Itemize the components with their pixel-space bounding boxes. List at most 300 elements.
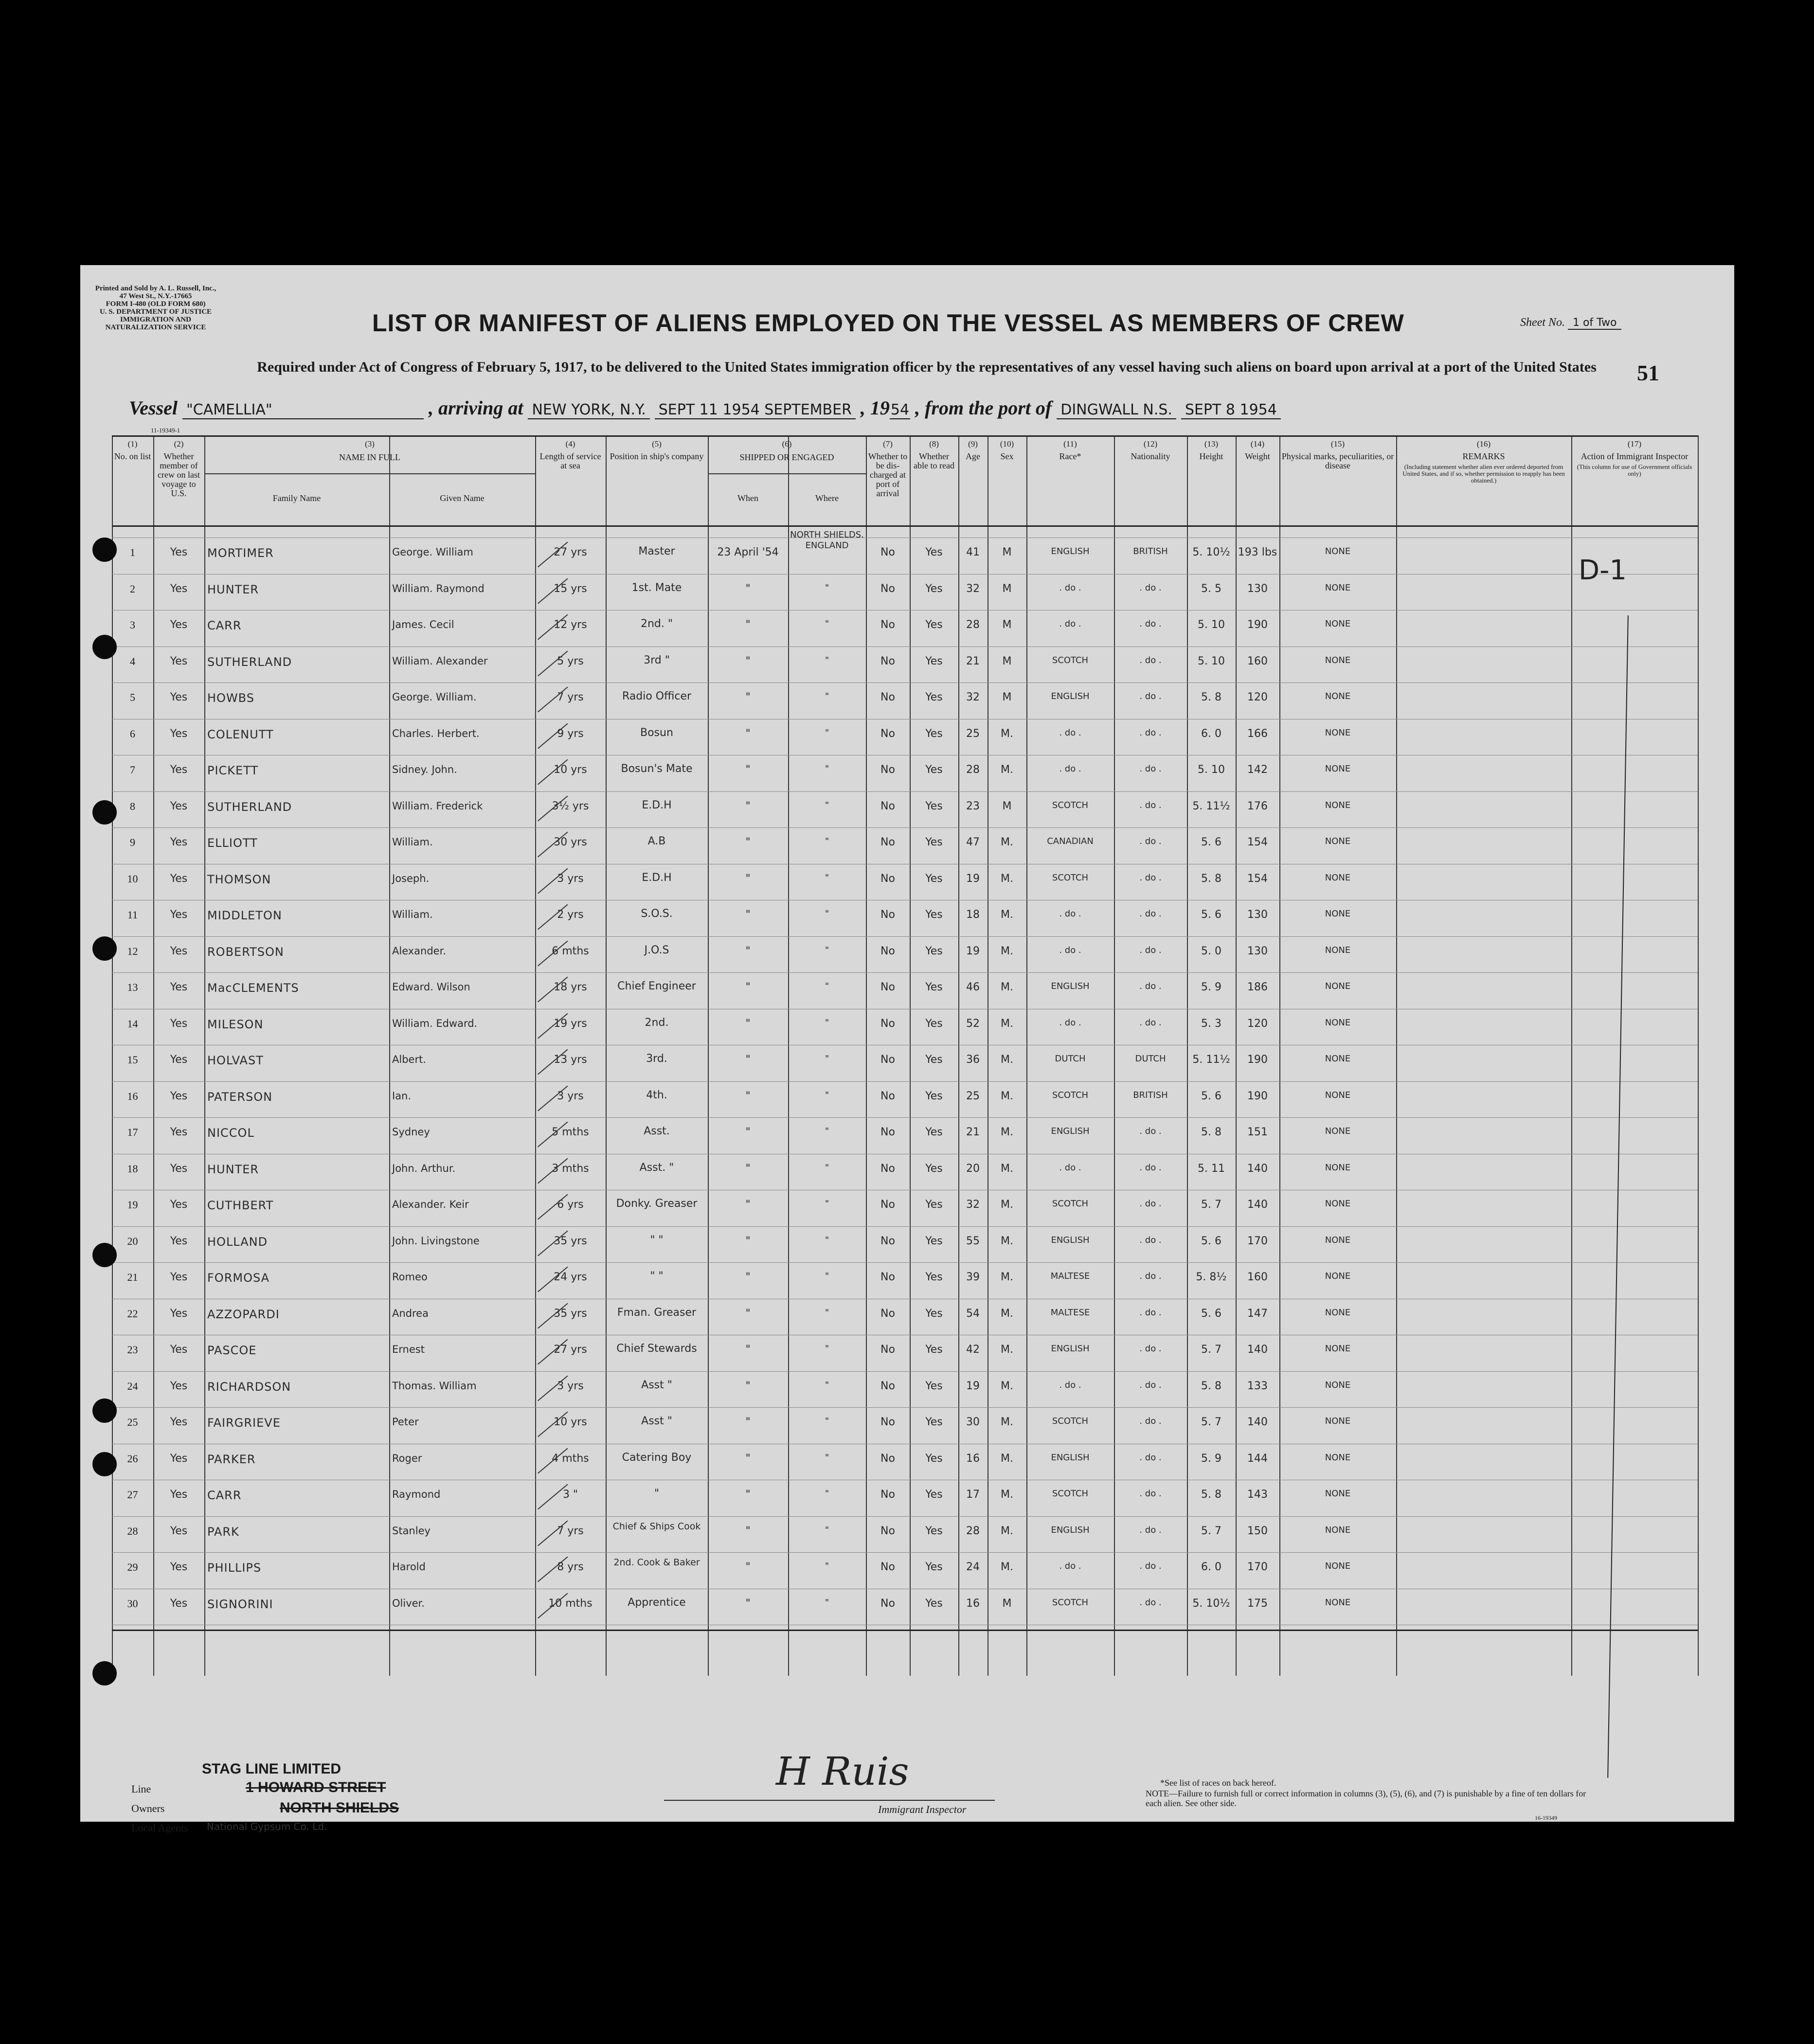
cell-family: PARK <box>207 1524 239 1539</box>
cell-where: " <box>825 1271 829 1281</box>
cell-where: " <box>825 1524 829 1535</box>
cell-where: " <box>825 655 829 665</box>
cell-read: Yes <box>925 836 943 848</box>
column-header: Position in ship's company <box>610 451 704 461</box>
cell-sex: M <box>1002 546 1012 558</box>
cell-where: " <box>825 1054 829 1064</box>
cell-weight: 193 lbs <box>1238 546 1277 558</box>
cell-service: 4 mths <box>552 1452 589 1465</box>
row-number: 19 <box>127 1199 138 1211</box>
column-number: (16) <box>1476 439 1491 448</box>
cell-weight: 154 <box>1247 836 1268 848</box>
column-rule <box>1698 435 1699 1676</box>
cell-prev: Yes <box>170 872 188 885</box>
cell-age: 19 <box>966 872 980 885</box>
cell-when: " <box>745 1271 751 1283</box>
cell-given: Charles. Herbert. <box>392 727 480 739</box>
cell-prev: Yes <box>170 764 188 776</box>
cell-given: James. Cecil <box>392 619 454 630</box>
cell-race: . do . <box>1059 582 1081 593</box>
cell-marks: NONE <box>1325 909 1351 919</box>
cell-when: " <box>745 836 751 848</box>
arrival-date: SEPT 11 1954 SEPTEMBER <box>655 401 856 419</box>
column-header: Nationality <box>1131 451 1170 461</box>
cell-nationality: . do . <box>1139 1488 1162 1499</box>
cell-where: " <box>825 1235 829 1245</box>
cell-marks: NONE <box>1325 981 1351 991</box>
cell-sex: M. <box>1001 1090 1013 1102</box>
cell-nationality: . do . <box>1139 655 1162 665</box>
manifest-sheet <box>80 265 1734 1834</box>
column-number: (5) <box>652 439 662 448</box>
column-header: Physical marks, peculiarities, or disease <box>1281 451 1394 470</box>
cell-read: Yes <box>925 1090 943 1102</box>
cell-read: Yes <box>925 691 943 703</box>
cell-when: 23 April '54 <box>717 546 779 558</box>
cell-prev: Yes <box>170 981 188 993</box>
cell-discharged: No <box>880 1199 895 1211</box>
cell-discharged: No <box>880 1524 895 1537</box>
cell-age: 39 <box>966 1271 980 1283</box>
row-number: 28 <box>127 1524 138 1537</box>
cell-sex: M <box>1002 655 1012 667</box>
cell-service: 10 yrs <box>554 764 587 776</box>
cell-when: " <box>745 1561 751 1573</box>
cell-position: 1st. Mate <box>631 581 682 594</box>
cell-discharged: No <box>880 655 895 667</box>
cell-age: 55 <box>966 1235 980 1247</box>
cell-service: 27 yrs <box>554 1344 587 1356</box>
cell-where: " <box>825 764 829 774</box>
cell-service: 3 yrs <box>557 872 584 885</box>
cell-service: 10 yrs <box>554 1416 587 1428</box>
cell-race: . do . <box>1059 1380 1081 1390</box>
cell-service: 35 yrs <box>554 1235 587 1247</box>
cell-marks: NONE <box>1325 800 1351 810</box>
cell-nationality: . do . <box>1139 1199 1162 1209</box>
cell-race: SCOTCH <box>1052 1488 1089 1499</box>
cell-service: 5 mths <box>552 1126 589 1138</box>
cell-marks: NONE <box>1325 1561 1351 1571</box>
row-number: 15 <box>127 1054 138 1066</box>
punch-hole <box>92 538 117 562</box>
column-number: (9) <box>968 439 978 448</box>
cell-weight: 190 <box>1247 1054 1268 1066</box>
cell-race: SCOTCH <box>1052 800 1089 810</box>
cell-service: 10 mths <box>548 1597 593 1610</box>
cell-position: Chief Stewards <box>616 1343 697 1355</box>
cell-weight: 154 <box>1247 872 1268 885</box>
cell-where: NORTH SHIELDS. ENGLAND <box>790 530 864 551</box>
cell-prev: Yes <box>170 836 188 848</box>
cell-height: 5. 10½ <box>1192 1597 1230 1610</box>
cell-family: COLENUTT <box>207 727 274 741</box>
column-header: Weight <box>1245 451 1270 461</box>
column-subheader: When <box>737 493 758 503</box>
cell-nationality: . do . <box>1139 1524 1162 1535</box>
cell-nationality: DUTCH <box>1135 1054 1166 1064</box>
cell-nationality: . do . <box>1139 1561 1162 1571</box>
cell-discharged: No <box>880 800 895 812</box>
cell-prev: Yes <box>170 1307 188 1320</box>
cell-race: ENGLISH <box>1051 1126 1090 1136</box>
cell-nationality: . do . <box>1139 1307 1162 1318</box>
cell-service: 6 mths <box>552 945 589 957</box>
row-number: 13 <box>127 981 138 993</box>
cell-when: " <box>745 1488 751 1501</box>
cell-where: " <box>825 836 829 846</box>
cell-family: PARKER <box>207 1452 256 1466</box>
column-number: (15) <box>1330 439 1345 448</box>
cell-sex: M. <box>1001 909 1013 921</box>
cell-read: Yes <box>925 1199 943 1211</box>
row-number: 29 <box>127 1561 138 1573</box>
cell-marks: NONE <box>1325 1017 1351 1028</box>
cell-nationality: . do . <box>1139 1126 1162 1136</box>
cell-family: NICCOL <box>207 1126 254 1140</box>
cell-service: 8 yrs <box>557 1561 584 1573</box>
arriving-label: , arriving at <box>429 397 523 419</box>
cell-service: 27 yrs <box>554 546 587 558</box>
cell-given: Raymond <box>392 1488 441 1500</box>
cell-nationality: . do . <box>1139 800 1162 810</box>
cell-when: " <box>745 945 751 957</box>
cell-age: 21 <box>966 655 980 667</box>
cell-given: William. Raymond <box>392 582 485 594</box>
cell-height: 5. 8 <box>1201 1488 1221 1501</box>
cell-when: " <box>745 1597 751 1610</box>
cell-position: Catering Boy <box>622 1451 692 1464</box>
column-header: NAME IN FULL <box>339 452 400 462</box>
cell-family: HUNTER <box>207 582 259 596</box>
cell-discharged: No <box>880 1090 895 1102</box>
cell-read: Yes <box>925 1416 943 1428</box>
cell-weight: 170 <box>1247 1561 1268 1573</box>
cell-family: SIGNORINI <box>207 1597 273 1611</box>
cell-weight: 190 <box>1247 619 1268 631</box>
cell-when: " <box>745 1126 751 1138</box>
row-number: 23 <box>127 1344 138 1356</box>
cell-marks: NONE <box>1325 836 1351 846</box>
cell-sex: M. <box>1001 764 1013 776</box>
cell-nationality: . do . <box>1139 1235 1162 1245</box>
cell-given: Harold <box>392 1561 426 1573</box>
cell-read: Yes <box>925 1488 943 1501</box>
column-number: (1) <box>127 439 138 448</box>
inspector-action: D-1 <box>1579 555 1627 586</box>
cell-weight: 140 <box>1247 1416 1268 1428</box>
cell-where: " <box>825 582 829 593</box>
cell-sex: M. <box>1001 1452 1013 1465</box>
cell-race: SCOTCH <box>1052 655 1089 665</box>
cell-discharged: No <box>880 546 895 558</box>
cell-discharged: No <box>880 1162 895 1175</box>
page-title: LIST OR MANIFEST OF ALIENS EMPLOYED ON THE VESSEL AS MEMBERS OF CREW <box>372 309 1404 337</box>
cell-nationality: . do . <box>1139 1344 1162 1354</box>
cell-weight: 170 <box>1247 1235 1268 1247</box>
cell-where: " <box>825 909 829 919</box>
cell-service: 13 yrs <box>554 1054 587 1066</box>
cell-position: 3rd. <box>646 1053 667 1065</box>
cell-age: 52 <box>966 1017 980 1030</box>
cell-age: 19 <box>966 945 980 957</box>
cell-marks: NONE <box>1325 1452 1351 1463</box>
header-rule <box>112 525 1698 527</box>
cell-sex: M. <box>1001 1561 1013 1573</box>
cell-family: SUTHERLAND <box>207 800 292 814</box>
cell-given: William. <box>392 836 433 848</box>
cell-race: MALTESE <box>1050 1271 1090 1281</box>
cell-where: " <box>825 1162 829 1173</box>
cell-position: Chief Engineer <box>617 980 696 992</box>
cell-height: 5. 6 <box>1201 909 1221 921</box>
row-number: 6 <box>130 727 135 740</box>
cell-weight: 147 <box>1247 1307 1268 1320</box>
cell-prev: Yes <box>170 1235 188 1247</box>
cell-given: Albert. <box>392 1054 426 1065</box>
sheet-value: 1 of Two <box>1568 317 1621 330</box>
cell-age: 23 <box>966 800 980 812</box>
cell-service: 15 yrs <box>554 582 587 595</box>
cell-height: 5. 5 <box>1201 582 1221 595</box>
cell-read: Yes <box>925 1017 943 1030</box>
cell-where: " <box>825 1344 829 1354</box>
cell-height: 5. 7 <box>1201 1416 1221 1428</box>
cell-prev: Yes <box>170 1271 188 1283</box>
printer-block <box>95 285 216 331</box>
column-header: Race* <box>1059 451 1081 461</box>
cell-age: 28 <box>966 619 980 631</box>
company-city: NORTH SHIELDS <box>280 1800 399 1816</box>
cell-sex: M <box>1002 691 1012 703</box>
cell-service: 30 yrs <box>554 836 587 848</box>
cell-weight: 144 <box>1247 1452 1268 1465</box>
row-number: 1 <box>130 546 135 558</box>
row-number: 26 <box>127 1452 138 1465</box>
cell-prev: Yes <box>170 1162 188 1175</box>
row-number: 21 <box>127 1271 138 1283</box>
cell-given: Edward. Wilson <box>392 981 470 993</box>
cell-when: " <box>745 655 751 667</box>
cell-discharged: No <box>880 1488 895 1501</box>
arriving-port: NEW YORK, N.Y. <box>528 401 649 419</box>
cell-height: 5. 11½ <box>1192 1054 1230 1066</box>
cell-height: 5. 9 <box>1201 1452 1221 1465</box>
cell-where: " <box>825 872 829 883</box>
cell-where: " <box>825 1126 829 1136</box>
cell-sex: M. <box>1001 1344 1013 1356</box>
cell-sex: M <box>1002 1597 1012 1610</box>
cell-family: ROBERTSON <box>207 945 284 959</box>
cell-height: 5. 6 <box>1201 836 1221 848</box>
from-label: , from the port of <box>915 397 1052 419</box>
cell-service: 19 yrs <box>554 1017 587 1030</box>
row-number: 8 <box>130 800 135 812</box>
cell-nationality: BRITISH <box>1133 546 1168 556</box>
cell-weight: 143 <box>1247 1488 1268 1501</box>
cell-marks: NONE <box>1325 1416 1351 1426</box>
agents-label: Local Agents <box>131 1822 188 1834</box>
cell-age: 25 <box>966 1090 980 1102</box>
cell-where: " <box>825 1416 829 1426</box>
cell-nationality: . do . <box>1139 1452 1162 1463</box>
cell-height: 5. 10 <box>1198 619 1225 631</box>
cell-where: " <box>825 1307 829 1318</box>
cell-weight: 140 <box>1247 1162 1268 1175</box>
cell-given: Alexander. <box>392 945 446 957</box>
cell-sex: M. <box>1001 872 1013 885</box>
cell-age: 41 <box>966 546 980 558</box>
cell-position: Apprentice <box>628 1596 686 1609</box>
cell-weight: 150 <box>1247 1524 1268 1537</box>
cell-race: SCOTCH <box>1052 1416 1089 1426</box>
cell-race: MALTESE <box>1050 1307 1090 1318</box>
cell-marks: NONE <box>1325 764 1351 774</box>
cell-marks: NONE <box>1325 619 1351 629</box>
cell-height: 5. 3 <box>1201 1017 1221 1030</box>
cell-when: " <box>745 1307 751 1320</box>
cell-family: SUTHERLAND <box>207 655 292 669</box>
row-number: 11 <box>127 909 138 921</box>
cell-when: " <box>745 1416 751 1428</box>
cell-where: " <box>825 1090 829 1100</box>
cell-position: Master <box>638 545 675 557</box>
cell-nationality: . do . <box>1139 1271 1162 1281</box>
vessel-line <box>129 396 1281 419</box>
cell-discharged: No <box>880 872 895 885</box>
cell-when: " <box>745 981 751 993</box>
cell-weight: 140 <box>1247 1199 1268 1211</box>
cell-race: ENGLISH <box>1051 1524 1090 1535</box>
cell-age: 32 <box>966 691 980 703</box>
cell-age: 16 <box>966 1452 980 1465</box>
cell-discharged: No <box>880 1344 895 1356</box>
cell-age: 47 <box>966 836 980 848</box>
cell-sex: M. <box>1001 1271 1013 1283</box>
cell-given: Sydney <box>392 1126 430 1138</box>
cell-when: " <box>745 1344 751 1356</box>
cell-where: " <box>825 1380 829 1390</box>
cell-prev: Yes <box>170 909 188 921</box>
sheet-label: Sheet No. <box>1520 316 1565 329</box>
cell-given: Ian. <box>392 1090 412 1102</box>
cell-marks: NONE <box>1325 546 1351 556</box>
column-header: Length of service at sea <box>539 451 601 470</box>
cell-given: Andrea <box>392 1307 429 1319</box>
column-number: (4) <box>565 439 575 448</box>
cell-read: Yes <box>925 1307 943 1320</box>
cell-family: AZZOPARDI <box>207 1307 280 1321</box>
cell-read: Yes <box>925 1452 943 1465</box>
cell-family: THOMSON <box>207 872 271 886</box>
cell-race: . do . <box>1059 1162 1081 1173</box>
cell-sex: M. <box>1001 1488 1013 1501</box>
cell-service: 18 yrs <box>554 981 587 993</box>
cell-family: CARR <box>207 619 242 632</box>
cell-position: Asst " <box>641 1415 672 1427</box>
cell-weight: 130 <box>1247 945 1268 957</box>
service: IMMIGRATION AND NATURALIZATION SERVICE <box>105 316 206 331</box>
cell-service: 3 " <box>562 1488 578 1501</box>
cell-given: Romeo <box>392 1271 428 1283</box>
cell-marks: NONE <box>1325 1162 1351 1173</box>
cell-age: 16 <box>966 1597 980 1610</box>
cell-family: RICHARDSON <box>207 1380 291 1394</box>
cell-nationality: BRITISH <box>1133 1090 1168 1100</box>
cell-family: PHILLIPS <box>207 1561 262 1575</box>
cell-race: . do . <box>1059 945 1081 955</box>
column-number: (10) <box>1000 439 1014 448</box>
cell-position: Fman. Greaser <box>617 1306 697 1319</box>
subheader-rule <box>708 473 866 474</box>
cell-position: 4th. <box>646 1089 667 1101</box>
cell-weight: 142 <box>1247 764 1268 776</box>
cell-read: Yes <box>925 945 943 957</box>
cell-family: HOLVAST <box>207 1054 264 1067</box>
cell-family: PICKETT <box>207 764 259 777</box>
column-subheader: Where <box>815 493 839 503</box>
cell-discharged: No <box>880 619 895 631</box>
cell-age: 32 <box>966 582 980 595</box>
cell-height: 5. 10 <box>1198 655 1225 667</box>
column-number: (8) <box>929 439 939 448</box>
column-header: Height <box>1199 451 1223 461</box>
cell-prev: Yes <box>170 1597 188 1610</box>
cell-sex: M. <box>1001 945 1013 957</box>
column-number: (6) <box>782 439 792 448</box>
cell-position: Asst. " <box>639 1161 674 1174</box>
cell-given: Peter <box>392 1416 419 1428</box>
cell-given: William. Alexander <box>392 655 488 667</box>
cell-position: E.D.H <box>642 799 672 811</box>
cell-age: 46 <box>966 981 980 993</box>
cell-prev: Yes <box>170 1561 188 1573</box>
cell-marks: NONE <box>1325 872 1351 883</box>
form-number: FORM I-480 (OLD FORM 680) <box>106 300 206 308</box>
inspector-signature: H Ruis <box>776 1749 909 1794</box>
cell-nationality: . do . <box>1139 764 1162 774</box>
cell-when: " <box>745 872 751 885</box>
cell-prev: Yes <box>170 1199 188 1211</box>
cell-sex: M <box>1002 619 1012 631</box>
cell-sex: M. <box>1001 1126 1013 1138</box>
row-number: 24 <box>127 1380 138 1392</box>
cell-race: ENGLISH <box>1051 1452 1090 1463</box>
cell-height: 5. 11½ <box>1192 800 1230 812</box>
cell-nationality: . do . <box>1139 1017 1162 1028</box>
column-subheader: Given Name <box>440 493 485 503</box>
cell-marks: NONE <box>1325 691 1351 701</box>
cell-discharged: No <box>880 727 895 740</box>
cell-marks: NONE <box>1325 1488 1351 1499</box>
cell-service: 5 yrs <box>557 655 584 667</box>
cell-marks: NONE <box>1325 1271 1351 1281</box>
row-number: 3 <box>130 619 135 631</box>
cell-read: Yes <box>925 1561 943 1573</box>
form-code: 11-19349-1 <box>151 427 180 434</box>
cell-height: 5. 8 <box>1201 872 1221 885</box>
cell-weight: 175 <box>1247 1597 1268 1610</box>
cell-prev: Yes <box>170 1380 188 1392</box>
cell-age: 28 <box>966 1524 980 1537</box>
cell-age: 32 <box>966 1199 980 1211</box>
cell-where: " <box>825 800 829 810</box>
cell-race: ENGLISH <box>1051 981 1090 991</box>
from-port: DINGWALL N.S. <box>1057 401 1176 419</box>
cell-marks: NONE <box>1325 1199 1351 1209</box>
cell-service: 2 yrs <box>557 909 584 921</box>
column-number: (17) <box>1627 439 1642 448</box>
